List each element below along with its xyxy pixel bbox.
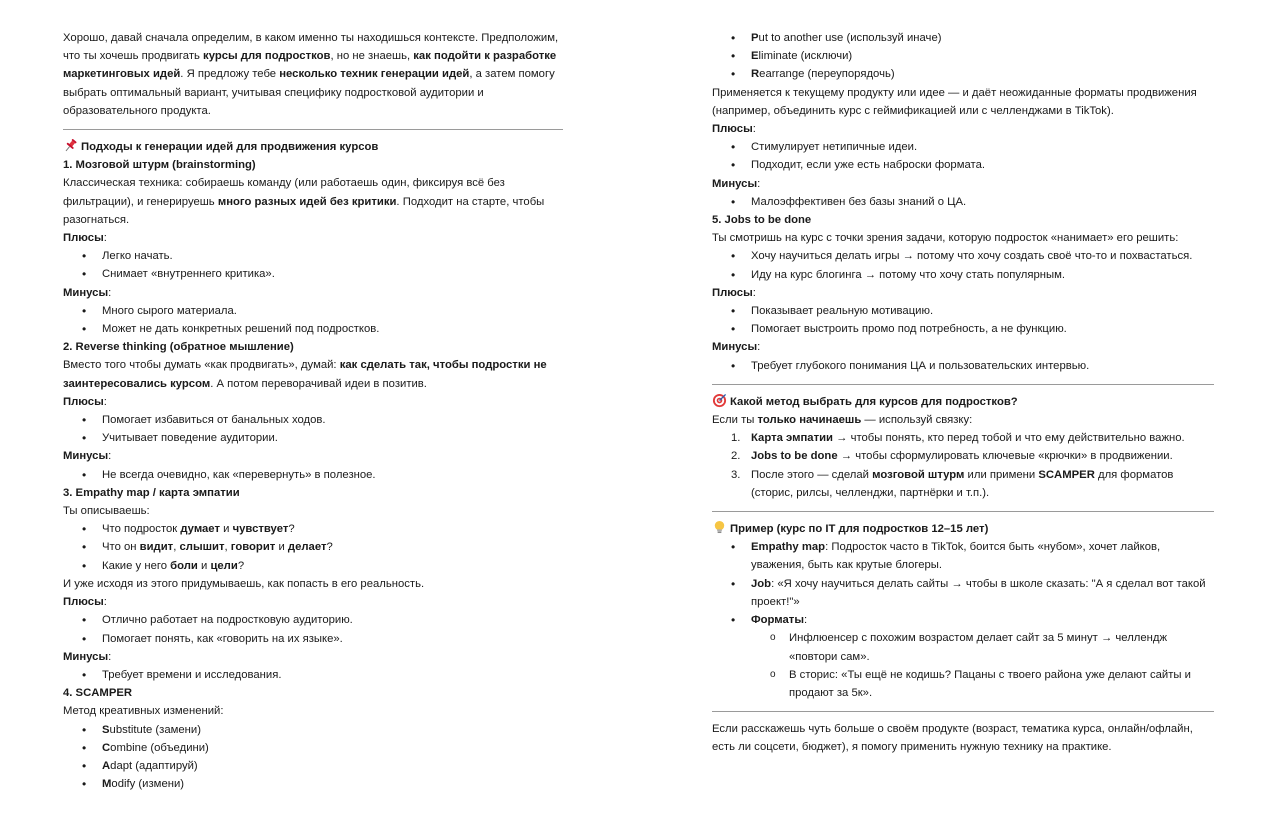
scamper-cons-label: Минусы:: [712, 177, 761, 190]
method-5-title: 5. Jobs to be done: [712, 214, 812, 227]
method-1-cons-list: [63, 302, 563, 338]
method-1-cons-label: Минусы:: [63, 286, 112, 299]
divider: [712, 511, 1214, 512]
section-heading: Подходы к генерации идей для продвижения курсов: [63, 138, 563, 156]
method-2-title: 2. Reverse thinking (обратное мышление): [63, 341, 294, 354]
list-item: • Job: «Я хочу научиться делать сайты → чтобы в школе сказать: "А я сделал вот такой проект!"»: [712, 575, 1214, 611]
list-item: • Форматы:: [712, 611, 1214, 629]
list-item: • Требует времени и исследования.: [63, 666, 563, 684]
list-item: • Отлично работает на подростковую аудиторию.: [63, 611, 563, 629]
scamper-item: • Eliminate (исключи): [712, 47, 1214, 65]
scamper-item: • Rearrange (переупорядочь): [712, 65, 1214, 83]
list-item: • Требует глубокого понимания ЦА и пользовательских интервью.: [712, 357, 1214, 375]
choose-heading: Какой метод выбрать для курсов для подростков?: [712, 393, 1214, 411]
list-item: • Стимулирует нетипичные идеи.: [712, 138, 1214, 156]
method-5-cons-label: Минусы:: [712, 341, 761, 354]
scamper-item: • Combine (объедини): [63, 739, 563, 757]
scamper-pros-list: [712, 138, 1214, 174]
step-item: 2. Jobs to be done → чтобы сформулировать ключевые «крючки» в продвижении.: [731, 450, 1173, 463]
scamper-item: • Substitute (замени): [63, 721, 563, 739]
list-item: • Помогает избавиться от банальных ходов.: [63, 411, 563, 429]
method-3-intro: Ты описываешь:: [63, 505, 150, 518]
pushpin-icon: [63, 138, 78, 153]
list-item: • Что он видит, слышит, говорит и делает?: [63, 538, 563, 556]
method-1-pros-label: Плюсы:: [63, 232, 107, 245]
method-5-pros-label: Плюсы:: [712, 286, 756, 299]
method-3-pros-list: [63, 611, 563, 647]
method-5-description: Ты смотришь на курс с точки зрения задачи, которую подросток «нанимает» его решить:: [712, 232, 1179, 245]
method-5-items: [712, 247, 1214, 283]
list-item: • Помогает выстроить промо под потребность, а не функцию.: [712, 320, 1214, 338]
choose-intro: Если ты только начинаешь — используй связку:: [712, 414, 973, 427]
example-list: [712, 538, 1214, 629]
scamper-item: • Modify (измени): [63, 775, 563, 793]
list-item: • Какие у него боли и цели?: [63, 557, 563, 575]
method-2-cons-list: [63, 466, 563, 484]
list-item: • Много сырого материала.: [63, 302, 563, 320]
scamper-cons-list: [712, 193, 1214, 211]
scamper-item: • Put to another use (используй иначе): [712, 29, 1214, 47]
list-item: • Хочу научиться делать игры → потому что хочу создать своё что-то и похвастаться.: [712, 247, 1214, 265]
method-1-pros-list: [63, 247, 563, 283]
method-2-cons-label: Минусы:: [63, 450, 112, 463]
method-3-after: И уже исходя из этого придумываешь, как попасть в его реальность.: [63, 577, 425, 590]
list-item: • Малоэффективен без базы знаний о ЦА.: [712, 193, 1214, 211]
method-3-items: [63, 520, 563, 575]
step-item: 3. После этого — сделай мозговой штурм или примени SCAMPER для форматов (сторис, рилсы, челленджи, партнёрки и т.п.).: [731, 468, 1174, 499]
list-item: • Иду на курс блогинга → потому что хочу стать популярным.: [712, 266, 1214, 284]
divider: [712, 384, 1214, 385]
formats-sublist: [712, 629, 1214, 702]
method-1-description: Классическая техника: собираешь команду (или работаешь один, фиксируя всё без фильтрации), и генерируешь много разных идей без критики. Подходит на старте, чтобы разогнаться.: [63, 177, 545, 226]
list-item: • Что подросток думает и чувствует?: [63, 520, 563, 538]
sub-list-item: o В сторис: «Ты ещё не кодишь? Пацаны с твоего района уже делают сайты и продают за 5к».: [712, 666, 1214, 702]
method-1-title: 1. Мозговой штурм (brainstorming): [63, 159, 256, 172]
method-2-pros-label: Плюсы:: [63, 395, 107, 408]
list-item: • Снимает «внутреннего критика».: [63, 265, 563, 283]
method-2-pros-list: [63, 411, 563, 447]
method-4-title: 4. SCAMPER: [63, 687, 133, 700]
method-3-cons-list: [63, 666, 563, 684]
target-icon: [712, 393, 727, 408]
list-item: • Показывает реальную мотивацию.: [712, 302, 1214, 320]
step-item: 1. Карта эмпатии → чтобы понять, кто перед тобой и что ему действительно важно.: [731, 432, 1185, 445]
list-item: • Empathy map: Подросток часто в TikTok, боится быть «нубом», хочет лайков, уважения, быть как крутые блогеры.: [712, 538, 1214, 574]
sub-list-item: o Инфлюенсер с похожим возрастом делает сайт за 5 минут → челлендж «повтори сам».: [712, 629, 1214, 665]
scamper-list: [63, 721, 563, 794]
method-3-cons-label: Минусы:: [63, 650, 112, 663]
lightbulb-icon: [712, 520, 727, 535]
list-item: • Помогает понять, как «говорить на их языке».: [63, 630, 563, 648]
method-2-description: Вместо того чтобы думать «как продвигать», думай: как сделать так, чтобы подростки не заинтересовались курсом. А потом переворачивай идеи в позитив.: [63, 359, 547, 390]
right-column: [712, 29, 1214, 757]
method-3-title: 3. Empathy map / карта эмпатии: [63, 486, 240, 499]
method-5-pros-list: [712, 302, 1214, 338]
list-item: • Учитывает поведение аудитории.: [63, 429, 563, 447]
method-3-pros-label: Плюсы:: [63, 596, 107, 609]
list-item: • Подходит, если уже есть наброски формата.: [712, 156, 1214, 174]
divider: [712, 711, 1214, 712]
left-column: [63, 29, 563, 793]
choose-steps: [712, 429, 1214, 502]
example-heading: Пример (курс по IT для подростков 12–15 лет): [712, 520, 1214, 538]
scamper-description: Применяется к текущему продукту или идее — и даёт неожиданные форматы продвижения (например, объединить курс с геймификацией или с челленджами в TikTok).: [712, 86, 1197, 117]
divider: [63, 129, 563, 130]
list-item: • Легко начать.: [63, 247, 563, 265]
scamper-pros-label: Плюсы:: [712, 123, 756, 136]
method-4-intro: Метод креативных изменений:: [63, 705, 224, 718]
outro-paragraph: Если расскажешь чуть больше о своём продукте (возраст, тематика курса, онлайн/офлайн, есть ли соцсети, бюджет), я помогу применить нужную технику на практике.: [712, 723, 1193, 754]
list-item: • Не всегда очевидно, как «перевернуть» в полезное.: [63, 466, 563, 484]
method-5-cons-list: [712, 357, 1214, 375]
intro-paragraph: Хорошо, давай сначала определим, в каком именно ты находишься контексте. Предположим, что ты хочешь продвигать курсы для подростков, но не знаешь, как подойти к разработке маркетинговых идей. Я предложу тебе несколько техник генерации идей, а затем помогу выбрать оптимальный вариант, учитывая специфику подростковой аудитории и образовательного продукта.: [63, 32, 559, 117]
scamper-item: • Adapt (адаптируй): [63, 757, 563, 775]
scamper-list-continued: [712, 29, 1214, 84]
list-item: • Может не дать конкретных решений под подростков.: [63, 320, 563, 338]
